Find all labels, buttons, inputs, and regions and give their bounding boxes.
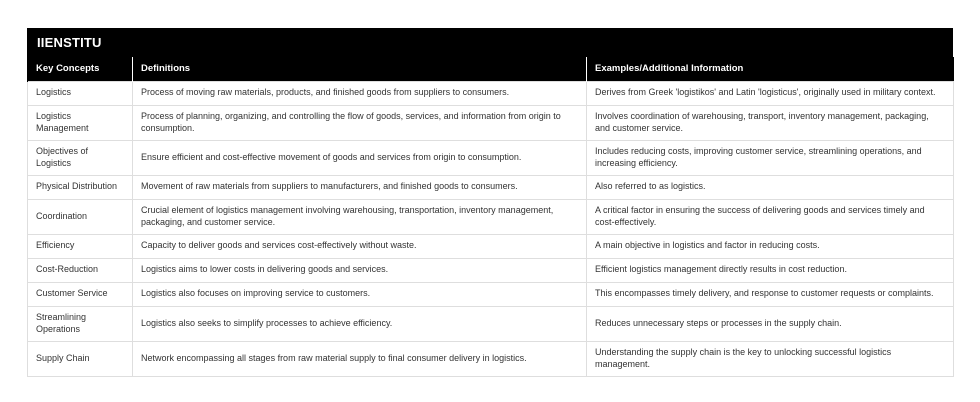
definition-cell: Movement of raw materials from suppliers to manufacturers, and finished goods to consumers. — [133, 175, 587, 199]
table-row — [28, 341, 954, 376]
brand-header — [27, 28, 953, 57]
column-header-examples: Examples/Additional Information — [587, 57, 954, 81]
definition-cell: Logistics also seeks to simplify processes to achieve efficiency. — [133, 306, 587, 341]
definition-cell: Ensure efficient and cost-effective movement of goods and services from origin to consumption. — [133, 140, 587, 175]
example-cell: Involves coordination of warehousing, transport, inventory management, packaging, and customer service. — [587, 105, 954, 140]
example-cell: This encompasses timely delivery, and response to customer requests or complaints. — [587, 282, 954, 306]
column-header-key-concepts: Key Concepts — [28, 57, 133, 81]
example-cell: Efficient logistics management directly results in cost reduction. — [587, 258, 954, 282]
definition-cell: Process of planning, organizing, and controlling the flow of goods, services, and information from origin to consumption. — [133, 105, 587, 140]
concept-cell: Logistics Management — [28, 105, 133, 140]
table-row — [28, 234, 954, 258]
concept-cell: Streamlining Operations — [28, 306, 133, 341]
concept-cell: Cost-Reduction — [28, 258, 133, 282]
example-cell: Also referred to as logistics. — [587, 175, 954, 199]
definition-cell: Network encompassing all stages from raw material supply to final consumer delivery in logistics. — [133, 341, 587, 376]
table-row — [28, 81, 954, 105]
table-row — [28, 258, 954, 282]
table-row — [28, 175, 954, 199]
column-header-definitions: Definitions — [133, 57, 587, 81]
table-row — [28, 105, 954, 140]
definition-cell: Logistics also focuses on improving service to customers. — [133, 282, 587, 306]
example-cell: A critical factor in ensuring the success of delivering goods and services timely and cost-effectively. — [587, 199, 954, 234]
definition-cell: Crucial element of logistics management involving warehousing, transportation, inventory management, packaging, and customer service. — [133, 199, 587, 234]
definition-cell: Process of moving raw materials, products, and finished goods from suppliers to consumers. — [133, 81, 587, 105]
concept-cell: Customer Service — [28, 282, 133, 306]
definition-cell: Logistics aims to lower costs in delivering goods and services. — [133, 258, 587, 282]
table-row — [28, 306, 954, 341]
definition-cell: Capacity to deliver goods and services cost-effectively without waste. — [133, 234, 587, 258]
concept-cell: Logistics — [28, 81, 133, 105]
table-row — [28, 282, 954, 306]
concepts-table-container — [27, 28, 953, 377]
table-header-row — [28, 57, 954, 81]
example-cell: Derives from Greek 'logistikos' and Latin 'logisticus', originally used in military context. — [587, 81, 954, 105]
example-cell: A main objective in logistics and factor in reducing costs. — [587, 234, 954, 258]
example-cell: Understanding the supply chain is the key to unlocking successful logistics management. — [587, 341, 954, 376]
concepts-table — [27, 57, 954, 377]
example-cell: Reduces unnecessary steps or processes in the supply chain. — [587, 306, 954, 341]
brand-name: IIENSTITU — [37, 35, 102, 50]
concept-cell: Supply Chain — [28, 341, 133, 376]
table-row — [28, 199, 954, 234]
concept-cell: Objectives of Logistics — [28, 140, 133, 175]
concept-cell: Efficiency — [28, 234, 133, 258]
example-cell: Includes reducing costs, improving customer service, streamlining operations, and increasing efficiency. — [587, 140, 954, 175]
concept-cell: Coordination — [28, 199, 133, 234]
concept-cell: Physical Distribution — [28, 175, 133, 199]
table-row — [28, 140, 954, 175]
